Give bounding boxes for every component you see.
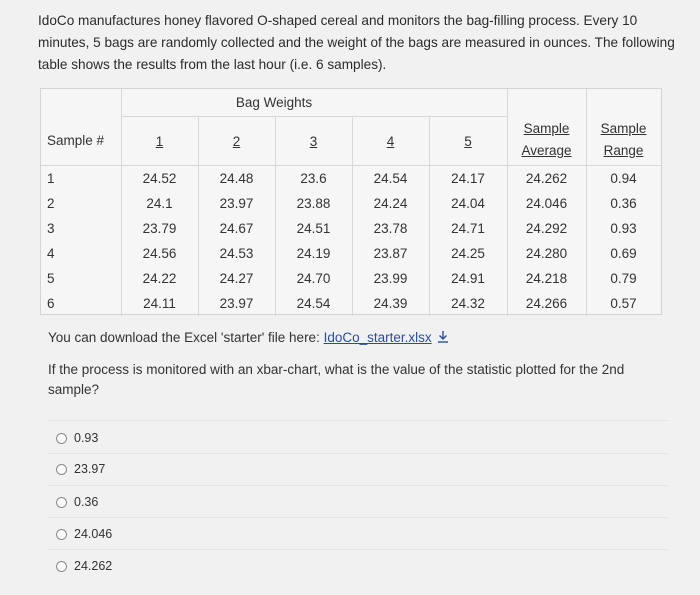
table-cell: 24.39 — [373, 296, 408, 311]
table-cell: 23.97 — [219, 296, 254, 311]
grid-line — [121, 116, 507, 117]
sample-range-header-line2: Range — [603, 143, 644, 158]
radio-button[interactable] — [56, 529, 67, 540]
option-label: 24.262 — [74, 559, 113, 573]
table-cell-range: 0.79 — [610, 271, 637, 286]
table-cell: 24.27 — [219, 271, 254, 286]
table-cell: 24.51 — [296, 221, 331, 236]
table-cell: 24.19 — [296, 246, 331, 261]
table-cell: 24.71 — [451, 221, 485, 236]
table-cell-average: 24.218 — [525, 271, 568, 286]
table-cell-range: 0.36 — [610, 196, 637, 211]
sample-number-header: Sample # — [47, 133, 105, 148]
table-cell-sample: 6 — [47, 296, 55, 311]
sample-average-header-line2: Average — [521, 143, 572, 158]
bag-header-4: 4 — [386, 134, 395, 149]
table-cell: 23.97 — [219, 196, 254, 211]
question-text: If the process is monitored with an xbar-chart, what is the value of the statistic plotted for the 2nd sample? — [48, 362, 625, 397]
table-cell: 24.04 — [451, 196, 485, 211]
divider — [48, 420, 668, 421]
option-label: 0.36 — [74, 495, 99, 509]
bag-header-2: 2 — [232, 134, 241, 149]
table-cell: 24.48 — [219, 171, 254, 186]
bag-weights-table — [40, 88, 662, 315]
table-cell: 23.87 — [373, 246, 408, 261]
answer-option-1[interactable] — [56, 428, 98, 448]
download-prefix: You can download the Excel 'starter' file here: — [48, 330, 324, 345]
table-cell: 23.6 — [300, 171, 327, 186]
table-cell: 23.79 — [142, 221, 177, 236]
table-cell: 24.91 — [451, 271, 485, 286]
divider — [48, 549, 668, 550]
table-cell-sample: 2 — [47, 196, 55, 211]
bag-header-1: 1 — [155, 134, 164, 149]
table-cell: 24.56 — [142, 246, 177, 261]
table-cell: 24.52 — [142, 171, 177, 186]
table-cell: 24.70 — [296, 271, 331, 286]
radio-button[interactable] — [56, 497, 67, 508]
table-cell-range: 0.57 — [610, 296, 637, 311]
divider — [48, 453, 668, 454]
table-cell: 23.88 — [296, 196, 331, 211]
sample-average-header-line1: Sample — [523, 121, 570, 136]
answer-option-4[interactable] — [56, 524, 112, 544]
table-cell: 24.25 — [451, 246, 485, 261]
sample-range-header-line1: Sample — [600, 121, 647, 136]
table-cell: 24.17 — [451, 171, 485, 186]
table-cell-average: 24.266 — [525, 296, 568, 311]
bag-header-5: 5 — [464, 134, 472, 149]
table-cell-average: 24.292 — [525, 221, 568, 236]
table-cell-sample: 1 — [47, 171, 55, 186]
table-cell-sample: 3 — [47, 221, 55, 236]
table-cell: 24.67 — [219, 221, 254, 236]
option-label: 0.93 — [74, 431, 99, 445]
table-cell-range: 0.93 — [610, 221, 637, 236]
table-cell-average: 24.262 — [525, 171, 568, 186]
table-cell: 24.54 — [296, 296, 331, 311]
table-cell: 24.54 — [373, 171, 408, 186]
question-intro: IdoCo manufactures honey flavored O-shaped cereal and monitors the bag-filling process. Every 10 minutes, 5 bags are randomly collected and the weight of the bags are measured in ounces. The following table shows the results from the last hour (i.e. 6 samples). — [38, 13, 675, 72]
download-icon[interactable] — [436, 330, 450, 344]
table-cell-range: 0.94 — [610, 171, 637, 186]
bag-weights-header: Bag Weights — [235, 95, 313, 110]
table-cell: 23.99 — [373, 271, 408, 286]
table-cell-sample: 4 — [47, 246, 55, 261]
download-line — [48, 330, 450, 345]
divider — [48, 485, 668, 486]
grid-line — [41, 165, 661, 166]
table-cell-range: 0.69 — [610, 246, 637, 261]
table-cell: 24.24 — [373, 196, 408, 211]
radio-button[interactable] — [56, 433, 67, 444]
table-cell: 24.32 — [451, 296, 485, 311]
table-cell-sample: 5 — [47, 271, 55, 286]
table-cell-average: 24.046 — [525, 196, 568, 211]
divider — [48, 517, 668, 518]
option-label: 23.97 — [74, 462, 106, 476]
download-link[interactable]: IdoCo_starter.xlsx — [323, 330, 432, 345]
answer-option-2[interactable] — [56, 459, 105, 479]
table-cell-average: 24.280 — [525, 246, 568, 261]
bag-header-3: 3 — [309, 134, 318, 149]
option-label: 24.046 — [74, 527, 113, 541]
radio-button[interactable] — [56, 464, 67, 475]
answer-option-5[interactable] — [56, 556, 112, 576]
table-cell: 24.1 — [146, 196, 173, 211]
table-cell: 24.22 — [142, 271, 177, 286]
table-cell: 24.53 — [219, 246, 254, 261]
radio-button[interactable] — [56, 561, 67, 572]
table-cell: 24.11 — [143, 296, 176, 311]
answer-option-3[interactable] — [56, 492, 98, 512]
table-cell: 23.78 — [373, 221, 408, 236]
